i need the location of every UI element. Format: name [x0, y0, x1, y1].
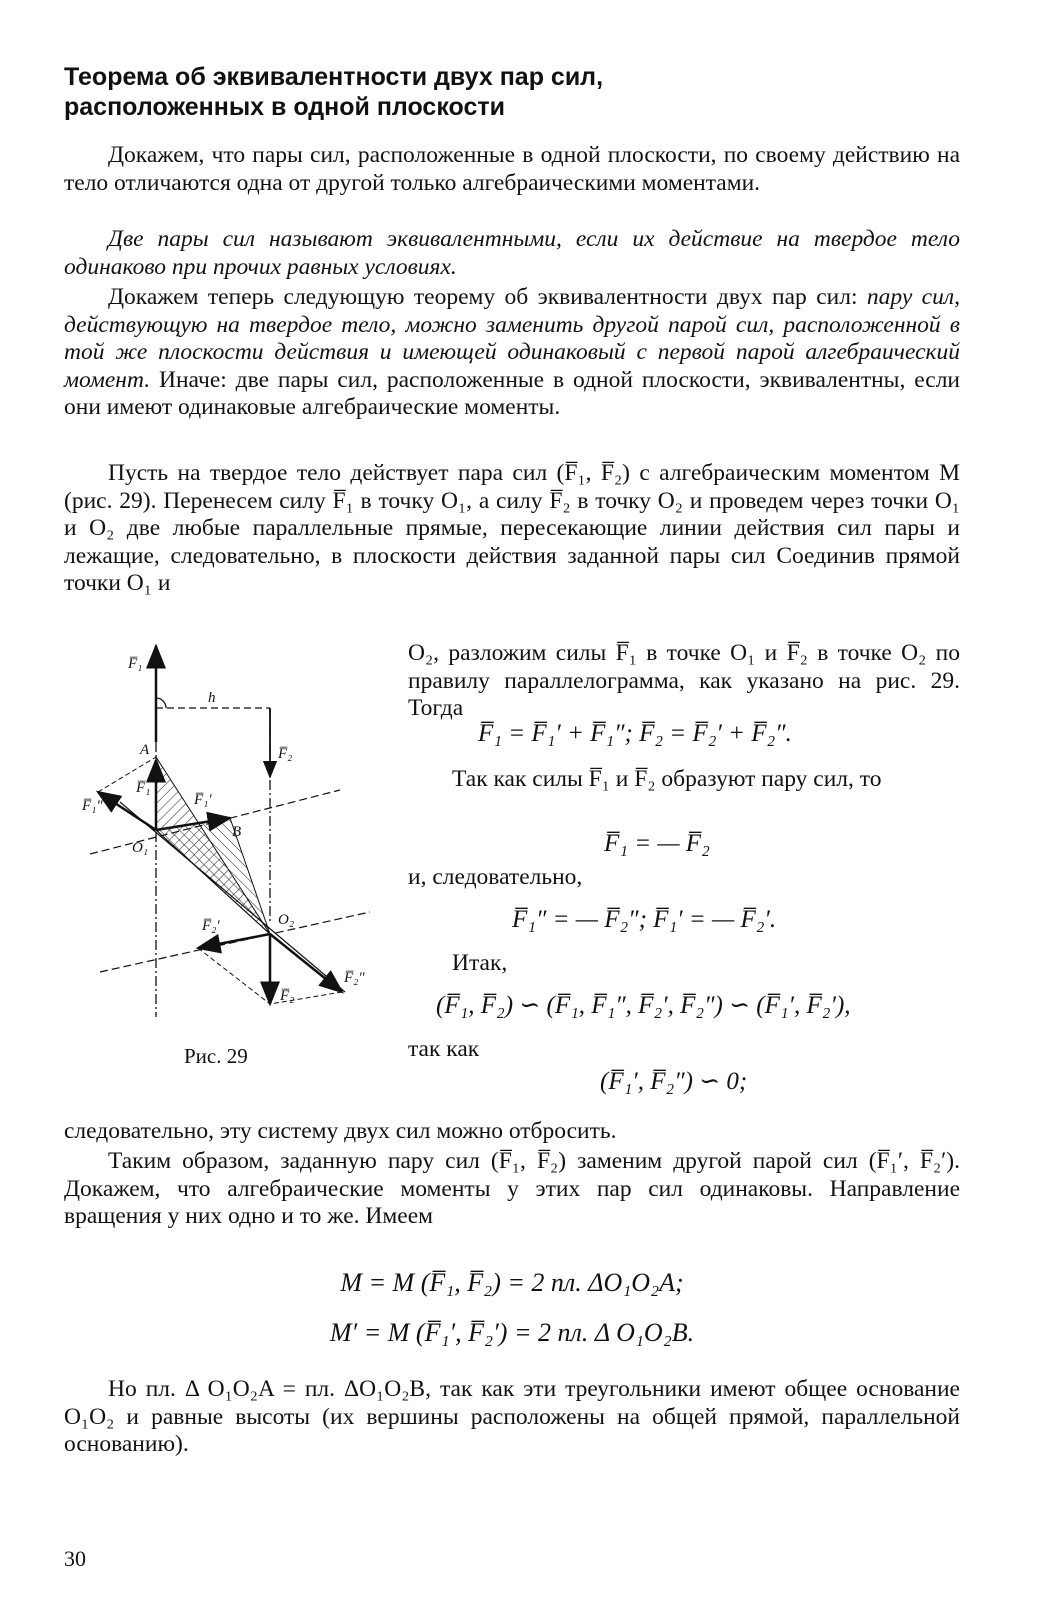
theorem-intro: Докажем теперь следующую теорему об эквивалентности двух пар сил:: [108, 284, 867, 310]
label-a: A: [140, 742, 150, 758]
figure-caption: Рис. 29: [184, 1044, 248, 1068]
paragraph-so: Итак,: [452, 950, 508, 976]
label-f2-prime: F̅₂′: [202, 918, 220, 934]
label-f2-dprime: F̅₂″: [344, 970, 365, 986]
equation-3: F̅₁″ = — F̅₂″; F̅₁′ = — F̅₂′.: [512, 906, 777, 933]
f2-prime-arrow: [198, 934, 270, 948]
figure-29: [80, 632, 400, 1032]
label-f1-dprime: F̅₁″: [82, 798, 103, 814]
equation-7: M′ = M (F̅₁′, F̅₂′) = 2 пл. Δ O₁O₂B.: [329, 1318, 695, 1347]
paragraph-decompose: O₂, разложим силы F̅₁ в точке O₁ и F̅₂ в точке O₂ по правилу параллелограмма, как указано на рис. 29. Тогда: [408, 640, 960, 721]
paragraph-because: так как: [408, 1036, 480, 1062]
theorem-statement: пару сил, действующую на твердое тело, можно заменить другой парой сил, расположенной в той же плоскости действия и имеющей одинаковый с первой парой алгебраический момент.: [64, 284, 960, 393]
page-number: 30: [64, 1546, 86, 1571]
label-f1-mid: F̅₁: [136, 780, 151, 796]
paragraph-discard: следовательно, эту систему двух сил можно отбросить.: [64, 1118, 617, 1144]
f1-dprime-arrow: [98, 792, 156, 830]
label-f1-top: F̅₁: [128, 656, 143, 672]
theorem-restated: Иначе: две пары сил, расположенные в одной плоскости, эквивалентны, если они имеют одинаковые алгебраические моменты.: [64, 366, 960, 420]
equation-2: F̅₁ = — F̅₂: [604, 830, 710, 857]
paragraph-replace: Таким образом, заданную пару сил (F̅₁, F̅₂) заменим другой парой сил (F̅₁′, F̅₂′). Докажем, что алгебраические моменты у этих пар сил одинаковы. Направление вращения у них одно и то же. Имеем: [64, 1148, 960, 1229]
right-angle-mark: [156, 698, 166, 708]
label-f2-top: F̅₂: [278, 746, 293, 762]
triangle-o1o2b: [156, 818, 270, 934]
paragraph-1: Докажем, что пары сил, расположенные в одной плоскости, по своему действию на тело отличаются одна от другой только алгебраическими моментами.: [64, 142, 960, 196]
label-h: h: [208, 690, 216, 706]
label-f2-bottom: F̅₂: [280, 988, 295, 1004]
paragraph-proof-start: Пусть на твердое тело действует пара сил (F̅₁, F̅₂) с алгебраическим моментом M (рис. 29). Перенесем силу F̅₁ в точку O₁, а силу F̅₂ в точку O₂ и проведем через точки O₁ и O₂ две любые параллельные прямые, пересекающие линии действия сил пары и лежащие, следовательно, в плоскости действия заданной пары сил Соединив прямой точки O₁ и: [64, 460, 960, 596]
paragraph-theorem: [64, 284, 960, 422]
paragraph-conclusion: Но пл. Δ O₁O₂A = пл. ΔO₁O₂B, так как эти треугольники имеют общее основание O₁O₂ и равные высоты (их вершины расположены на общей прямой, параллельной основанию).: [64, 1376, 960, 1457]
equation-6: M = M (F̅₁, F̅₂) = 2 пл. ΔO₁O₂A;: [340, 1268, 684, 1297]
parallelogram-edge-3: [198, 948, 270, 1004]
label-o1: O₁: [132, 840, 149, 856]
equation-1: F̅₁ = F̅₁′ + F̅₁″; F̅₂ = F̅₂′ + F̅₂″.: [478, 720, 792, 747]
label-b: B: [232, 824, 242, 840]
label-o2: O₂: [278, 912, 295, 928]
equation-4: (F̅₁, F̅₂) ∽ (F̅₁, F̅₁″, F̅₂′, F̅₂″) ∽ (F̅₁′, F̅₂′),: [436, 992, 851, 1019]
f2-dprime-arrow: [270, 934, 342, 992]
section-heading: Теорема об эквивалентности двух пар сил, расположенных в одной плоскости: [64, 63, 604, 121]
paragraph-pair: Так как силы F̅₁ и F̅₂ образуют пару сил, то: [452, 766, 882, 792]
paragraph-definition: Две пары сил называют эквивалентными, если их действие на твердое тело одинаково при прочих равных условиях.: [64, 226, 960, 280]
paragraph-hence: и, следовательно,: [408, 864, 583, 890]
equation-5: (F̅₁′, F̅₂″) ∽ 0;: [600, 1068, 748, 1095]
label-f1-prime: F̅₁′: [194, 792, 212, 808]
